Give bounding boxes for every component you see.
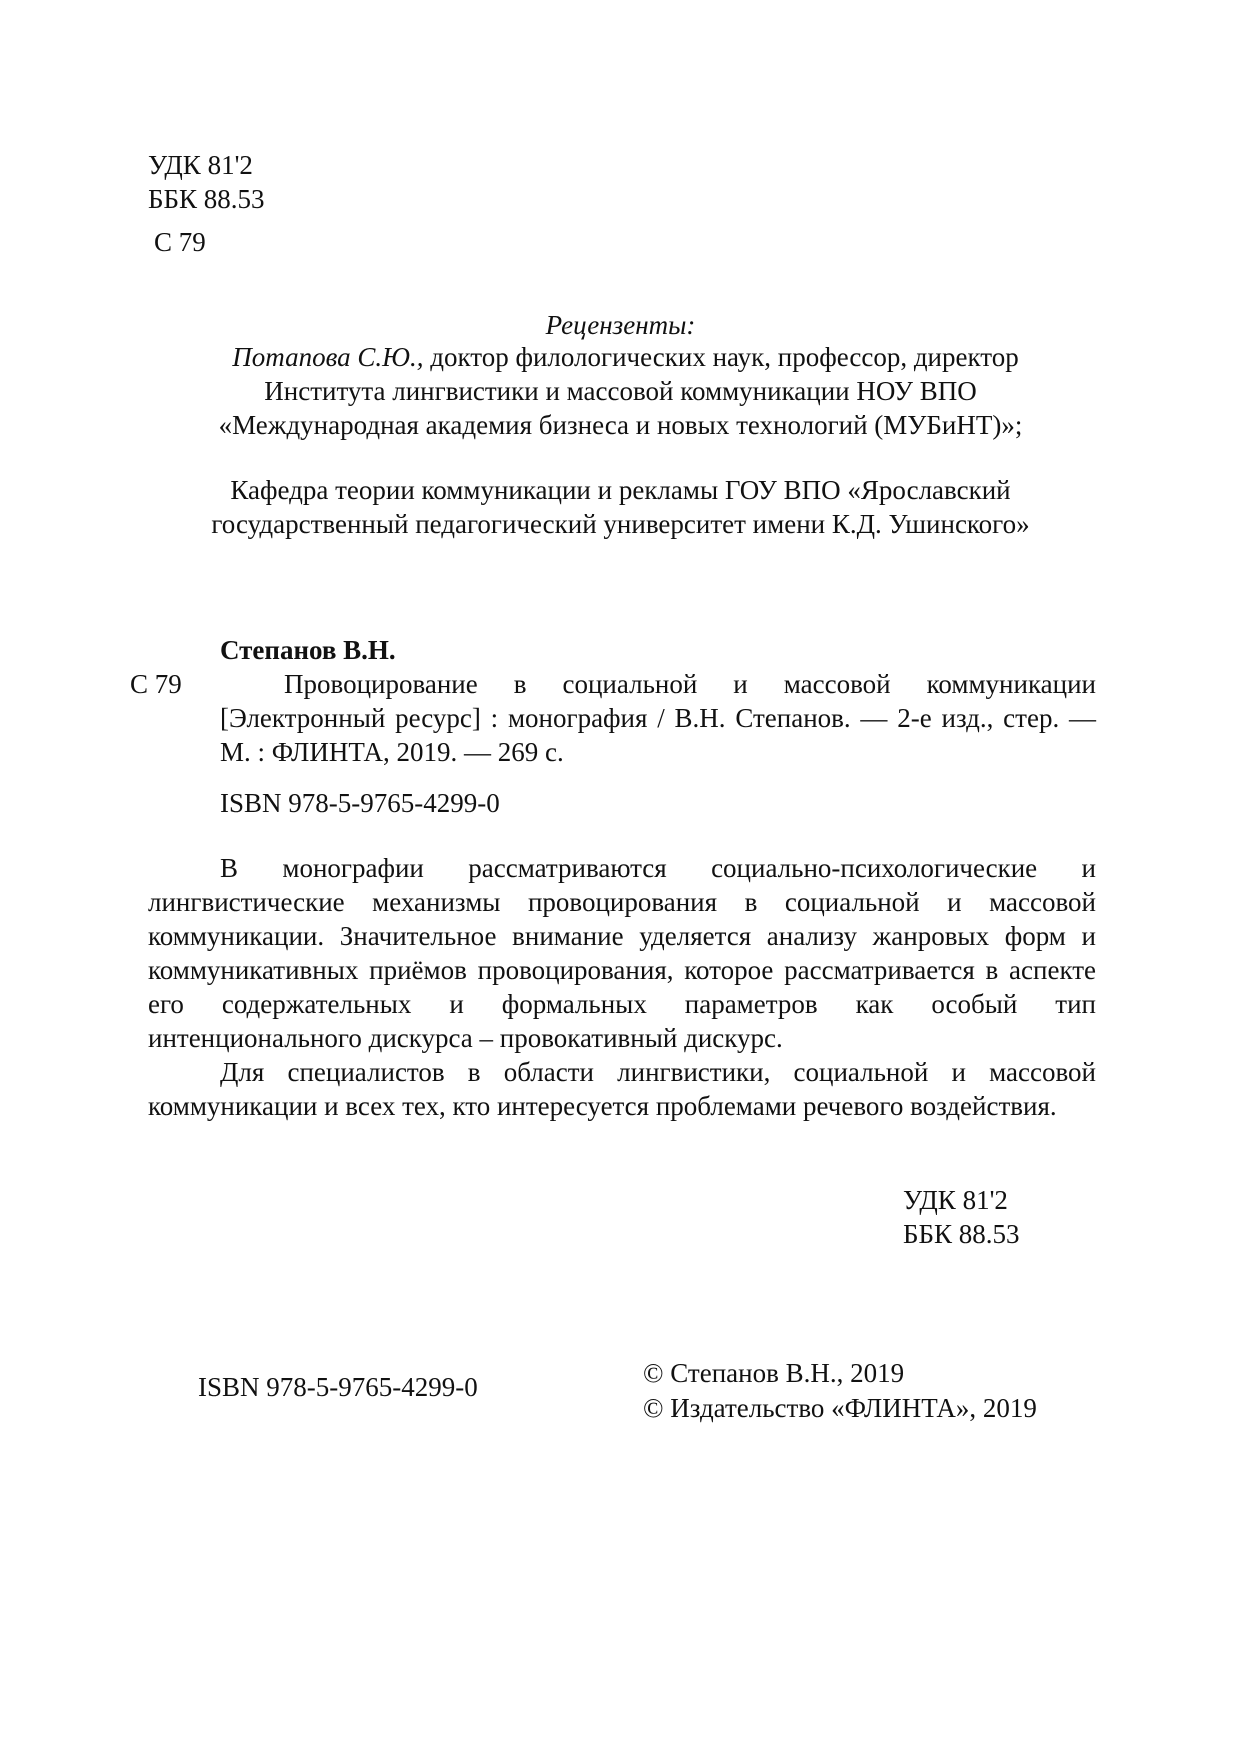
author-mark-top: С 79 [154, 227, 206, 257]
copyright-publisher: © Издательство «ФЛИНТА», 2019 [643, 1393, 1037, 1423]
copyright-author: © Степанов В.Н., 2019 [643, 1358, 905, 1388]
reviewer2-line2: государственный педагогический университет имени К.Д. Ушинского» [211, 509, 1030, 539]
copyright-block [643, 1356, 1037, 1426]
reviewer1-name: Потапова С.Ю., [232, 342, 424, 372]
abstract-paragraph-1: В монографии рассматриваются социально-психологические и лингвистические механизмы провоцирования в социальной и массовой коммуникации. Значительное внимание уделяется анализу жанровых форм и коммуникативных приёмов провоцирования, которое рассматривается в аспекте его содержательных и формальных параметров как особый тип интенционального дискурса – провокативный дискурс. [148, 853, 1096, 1053]
udk-code: УДК 81'2 [148, 150, 253, 180]
catalog-isbn: ISBN 978-5-9765-4299-0 [220, 788, 500, 818]
abstract-paragraph-2: Для специалистов в области лингвистики, социальной и массовой коммуникации и всех тех, кто интересуется проблемами речевого воздействия. [148, 1057, 1096, 1121]
reviewer1-credentials: доктор филологических наук, профессор, директор [423, 342, 1019, 372]
catalog-description-text: Провоцирование в социальной и массовой коммуникации [Электронный ресурс] : монография / В.Н. Степанов. — 2-е изд., стер. — М. : ФЛИНТА, 2019. — 269 с. [220, 669, 1096, 767]
abstract [148, 851, 1096, 1123]
reviewer1-line3: «Международная академия бизнеса и новых технологий (МУБиНТ)»; [218, 410, 1023, 440]
udk-code-bottom: УДК 81'2 [903, 1185, 1008, 1215]
author-mark-catalog: С 79 [130, 669, 182, 699]
bbk-code: ББК 88.53 [148, 184, 265, 214]
reviewer2-line1: Кафедра теории коммуникации и рекламы ГОУ ВПО «Ярославский [230, 475, 1011, 505]
bottom-classification-codes [903, 1183, 1020, 1251]
footer-isbn: ISBN 978-5-9765-4299-0 [198, 1372, 478, 1402]
top-classification-codes [148, 148, 265, 216]
bbk-code-bottom: ББК 88.53 [903, 1219, 1020, 1249]
reviewers-title: Рецензенты: [545, 310, 696, 340]
catalog-author: Степанов В.Н. [220, 635, 396, 665]
reviewer1-line2: Института лингвистики и массовой коммуникации НОУ ВПО [264, 376, 977, 406]
catalog-description [220, 667, 1096, 769]
reviewer1-line1 [0, 340, 1241, 374]
